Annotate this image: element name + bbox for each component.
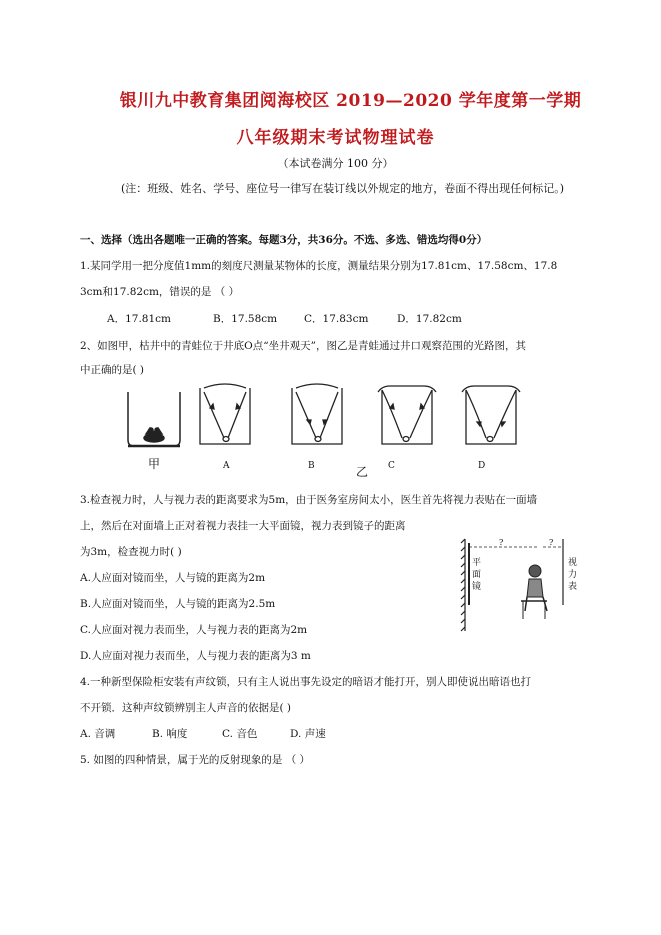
q1-option-d: D．17.82cm bbox=[397, 313, 462, 325]
q3-option-a: A.人应面对镜而坐，人与镜的距离为2m bbox=[80, 572, 266, 584]
q3-line2: 上，然后在对面墙上正对着视力表挂一大平面镜，视力表到镜子的距离 bbox=[80, 520, 406, 532]
q1-line1: 1.某同学用一把分度值1mm的刻度尺测量某物体的长度，测量结果分别为17.81cm、17.58cm、17.8 bbox=[80, 260, 558, 272]
q3-option-d: D.人应面对视力表而坐，人与视力表的距离为3 m bbox=[80, 650, 311, 662]
mirror-label-2: 面 bbox=[472, 570, 482, 580]
q4-option-d: D. 声速 bbox=[290, 728, 326, 740]
diagram-option-b bbox=[292, 384, 342, 444]
fig-label-a: A bbox=[223, 461, 230, 471]
q2-figure bbox=[120, 382, 540, 482]
q3-line3: 为3m，检查视力时( ) bbox=[80, 546, 182, 558]
q3-line1: 3.检查视力时，人与视力表的距离要求为5m，由于医务室房间太小，医生首先将视力表贴在一面墙 bbox=[80, 494, 538, 506]
q2-line2: 中正确的是( ) bbox=[80, 364, 145, 376]
q4-line1: 4.一种新型保险柜安装有声纹锁，只有主人说出事先设定的暗语才能打开，别人即使说出暗语也打 bbox=[80, 676, 532, 688]
q3-option-c: C.人应面对视力表而坐，人与视力表的距离为2m bbox=[80, 624, 308, 636]
q1-option-b: B．17.58cm bbox=[213, 313, 278, 325]
chart-label-1: 视 bbox=[568, 558, 578, 568]
fig-label-jia: 甲 bbox=[148, 457, 161, 471]
q5-line1: 5. 如图的四种情景，属于光的反射现象的是 （ ） bbox=[80, 754, 311, 766]
exam-title-line1: 银川九中教育集团阅海校区 2019—2020 学年度第一学期 bbox=[119, 91, 582, 111]
distance-q1: ? bbox=[499, 538, 504, 547]
q4-line2: 不开锁．这种声纹锁辨别主人声音的依据是( ) bbox=[80, 702, 292, 714]
section1-heading: 一、选择（选出各题唯一正确的答案。每题3分，共36分。不选、多选、错选均得0分） bbox=[80, 234, 488, 246]
fig-label-c: C bbox=[388, 461, 395, 471]
fig-label-yi: 乙 bbox=[356, 465, 369, 479]
chart-label-3: 表 bbox=[568, 582, 578, 592]
fig-label-b: B bbox=[308, 461, 315, 471]
mirror-wall bbox=[461, 539, 469, 631]
exam-note: (注：班级、姓名、学号、座位号一律写在装订线以外规定的地方，卷面不得出现任何标记。) bbox=[120, 182, 565, 195]
diagram-option-c bbox=[378, 386, 436, 444]
chart-label-2: 力 bbox=[568, 570, 578, 580]
q1-option-a: A．17.81cm bbox=[107, 313, 171, 325]
q4-option-c: C. 音色 bbox=[222, 728, 258, 740]
q4-option-b: B. 响度 bbox=[152, 728, 188, 740]
q1-line2: 3cm和17.82cm，错误的是 （ ） bbox=[80, 286, 240, 298]
distance-q2: ? bbox=[549, 538, 554, 547]
q2-line1: 2、如图甲，枯井中的青蛙位于井底O点“坐井观天”，图乙是青蛙通过井口观察范围的光路图，其 bbox=[80, 340, 527, 352]
q3-option-b: B.人应面对镜而坐，人与镜的距离为2.5m bbox=[80, 598, 276, 610]
mirror-label-1: 平 bbox=[472, 558, 482, 568]
well-frog-diagram bbox=[128, 392, 180, 446]
exam-title-line2: 八年级期末考试物理试卷 bbox=[236, 128, 435, 148]
mirror-label-3: 镜 bbox=[472, 582, 482, 592]
diagram-option-a bbox=[200, 384, 250, 444]
q3-figure bbox=[455, 535, 590, 635]
diagram-option-d bbox=[462, 386, 520, 444]
q1-option-c: C．17.83cm bbox=[304, 313, 369, 325]
exam-subtitle: （本试卷满分 100 分） bbox=[277, 157, 394, 170]
q4-option-a: A. 音调 bbox=[80, 728, 116, 740]
person-seated-icon bbox=[521, 565, 547, 619]
fig-label-d: D bbox=[478, 461, 486, 471]
